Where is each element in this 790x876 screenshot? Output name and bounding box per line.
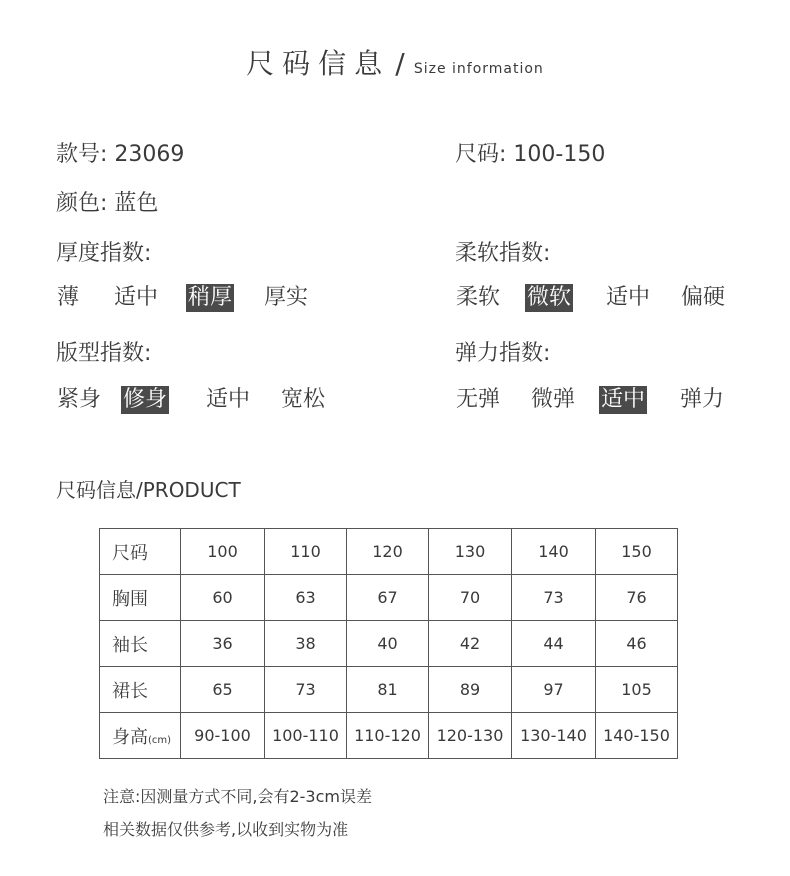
table-cell: 130-140 — [512, 713, 596, 759]
softness-option: 偏硬 — [681, 285, 726, 310]
table-cell: 140 — [512, 529, 596, 575]
row-label: 胸围 — [112, 588, 148, 610]
thickness-option: 薄 — [57, 285, 80, 310]
softness-label: 柔软指数: — [455, 241, 551, 266]
table-row — [100, 713, 678, 759]
row-unit: (cm) — [148, 734, 172, 746]
table-cell: 70 — [429, 575, 512, 621]
note-measurement: 注意:因测量方式不同,会有2-3cm误差 — [103, 787, 372, 806]
fit-option: 紧身 — [57, 387, 102, 412]
table-cell: 120-130 — [429, 713, 512, 759]
table-cell: 73 — [265, 667, 347, 713]
row-label: 袖长 — [112, 634, 148, 656]
elasticity-option: 弹力 — [680, 387, 725, 412]
softness-option: 柔软 — [456, 285, 501, 310]
table-cell: 100-110 — [265, 713, 347, 759]
thickness-option: 适中 — [114, 285, 159, 310]
table-cell: 73 — [512, 575, 596, 621]
table-cell: 97 — [512, 667, 596, 713]
table-cell: 40 — [347, 621, 429, 667]
table-cell: 67 — [347, 575, 429, 621]
table-cell: 76 — [596, 575, 678, 621]
table-cell: 89 — [429, 667, 512, 713]
color-value: 蓝色 — [114, 191, 159, 216]
table-cell: 44 — [512, 621, 596, 667]
table-cell: 130 — [429, 529, 512, 575]
row-header — [100, 667, 181, 713]
title-slash: / — [395, 47, 405, 80]
elasticity-option-selected: 适中 — [601, 387, 646, 412]
table-cell: 36 — [181, 621, 265, 667]
size-range-label: 尺码: — [455, 142, 507, 167]
style-number-value: 23069 — [114, 142, 185, 167]
table-cell: 140-150 — [596, 713, 678, 759]
table-cell: 38 — [265, 621, 347, 667]
title-main: 尺码信息 — [246, 47, 391, 80]
table-cell: 105 — [596, 667, 678, 713]
size-table — [99, 528, 678, 759]
fit-option-selected: 修身 — [123, 387, 168, 412]
color-info — [56, 186, 158, 217]
size-range-value: 100-150 — [513, 142, 606, 167]
elasticity-label: 弹力指数: — [455, 341, 551, 366]
fit-option: 适中 — [206, 387, 251, 412]
table-row — [100, 575, 678, 621]
thickness-option: 厚实 — [264, 285, 309, 310]
thickness-label: 厚度指数: — [56, 241, 152, 266]
title-english: Size information — [413, 61, 544, 77]
table-cell: 60 — [181, 575, 265, 621]
table-cell: 65 — [181, 667, 265, 713]
row-header — [100, 621, 181, 667]
table-row — [100, 667, 678, 713]
row-header — [100, 713, 181, 759]
table-cell: 100 — [181, 529, 265, 575]
elasticity-option: 无弹 — [456, 387, 501, 412]
table-title: 尺码信息/PRODUCT — [56, 478, 241, 502]
row-header — [100, 529, 181, 575]
color-label: 颜色: — [56, 191, 108, 216]
table-cell: 120 — [347, 529, 429, 575]
thickness-option-selected: 稍厚 — [188, 285, 233, 310]
table-cell: 63 — [265, 575, 347, 621]
table-cell: 110-120 — [347, 713, 429, 759]
note-reference: 相关数据仅供参考,以收到实物为准 — [103, 820, 349, 839]
page-title — [0, 42, 790, 82]
size-range — [455, 137, 605, 168]
row-label: 身高 — [112, 726, 148, 748]
fit-label: 版型指数: — [56, 341, 152, 366]
table-cell: 42 — [429, 621, 512, 667]
table-cell: 90-100 — [181, 713, 265, 759]
elasticity-option: 微弹 — [531, 387, 576, 412]
table-cell: 110 — [265, 529, 347, 575]
style-number-label: 款号: — [56, 142, 108, 167]
table-row — [100, 529, 678, 575]
table-row — [100, 621, 678, 667]
row-header — [100, 575, 181, 621]
table-cell: 150 — [596, 529, 678, 575]
softness-option: 适中 — [606, 285, 651, 310]
table-cell: 46 — [596, 621, 678, 667]
table-cell: 81 — [347, 667, 429, 713]
row-label: 尺码 — [112, 542, 148, 564]
row-label: 裙长 — [112, 680, 148, 702]
style-number — [56, 137, 184, 168]
softness-option-selected: 微软 — [527, 285, 572, 310]
fit-option: 宽松 — [281, 387, 326, 412]
